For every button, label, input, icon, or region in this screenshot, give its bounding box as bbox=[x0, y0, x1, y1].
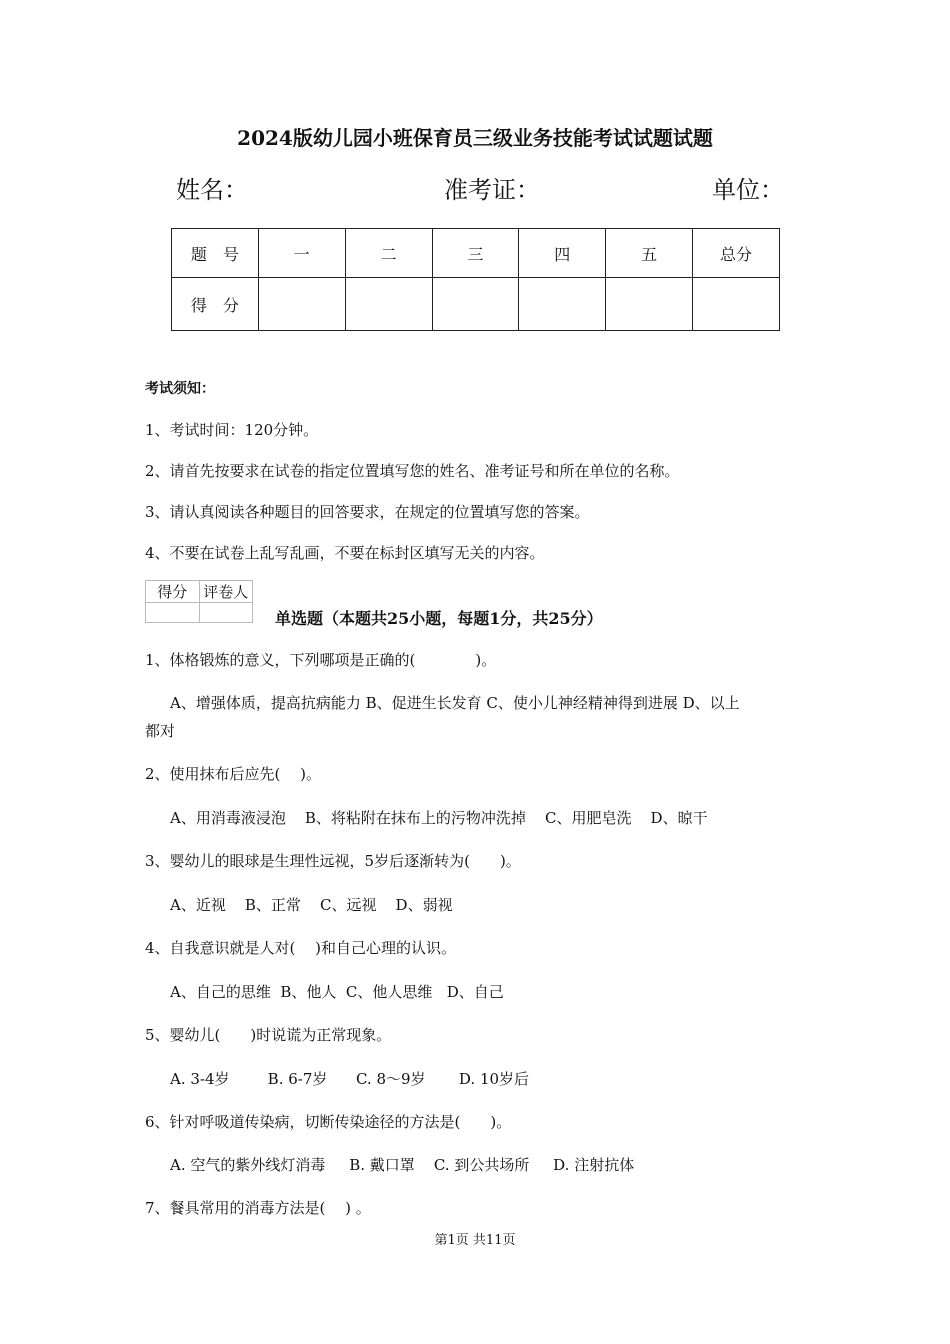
score-header-cell: 二 bbox=[345, 229, 432, 278]
score-header-cell: 总分 bbox=[693, 229, 780, 278]
question-stem: 5、婴幼儿( )时说谎为正常现象。 bbox=[145, 1026, 392, 1044]
question-options: A、增强体质，提高抗病能力 B、促进生长发育 C、使小儿神经精神得到进展 D、以上 bbox=[170, 694, 740, 712]
name-label: 姓名： bbox=[176, 176, 248, 204]
score-row-label: 得 分 bbox=[172, 278, 259, 331]
notice-item: 2、请首先按要求在试卷的指定位置填写您的姓名、准考证号和所在单位的名称。 bbox=[145, 462, 680, 480]
score-cell[interactable] bbox=[693, 278, 780, 331]
score-cell[interactable] bbox=[606, 278, 693, 331]
exam-title: 2024版幼儿园小班保育员三级业务技能考试试题试题 bbox=[237, 126, 713, 150]
notice-item: 4、不要在试卷上乱写乱画，不要在标封区填写无关的内容。 bbox=[145, 544, 545, 562]
score-cell[interactable] bbox=[345, 278, 432, 331]
notice-heading: 考试须知： bbox=[145, 381, 215, 397]
score-cell[interactable] bbox=[519, 278, 606, 331]
question-stem: 3、婴幼儿的眼球是生理性远视，5岁后逐渐转为( )。 bbox=[145, 852, 521, 870]
score-header-cell: 一 bbox=[258, 229, 345, 278]
question-stem: 6、针对呼吸道传染病，切断传染途径的方法是( )。 bbox=[145, 1113, 512, 1131]
score-header-cell: 四 bbox=[519, 229, 606, 278]
score-table-score-row bbox=[172, 278, 780, 331]
score-header-cell: 题 号 bbox=[172, 229, 259, 278]
question-stem: 1、体格锻炼的意义，下列哪项是正确的( )。 bbox=[145, 651, 497, 669]
question-options: A、自己的思维 B、他人 C、他人思维 D、自己 bbox=[170, 983, 504, 1001]
grader-box bbox=[145, 580, 253, 623]
grader-name-label: 评卷人 bbox=[199, 581, 253, 603]
unit-label: 单位： bbox=[712, 176, 784, 204]
question-options: A. 空气的紫外线灯消毒 B. 戴口罩 C. 到公共场所 D. 注射抗体 bbox=[170, 1156, 635, 1174]
question-options: A、近视 B、正常 C、远视 D、弱视 bbox=[170, 896, 453, 914]
score-header-cell: 三 bbox=[432, 229, 519, 278]
score-header-cell: 五 bbox=[606, 229, 693, 278]
question-stem: 2、使用抹布后应先( )。 bbox=[145, 765, 322, 783]
ticket-label: 准考证： bbox=[444, 176, 540, 204]
question-stem: 4、自我意识就是人对( )和自己心理的认识。 bbox=[145, 939, 457, 957]
score-table-header-row bbox=[172, 229, 780, 278]
score-table bbox=[171, 228, 780, 331]
question-options: A. 3-4岁 B. 6-7岁 C. 8～9岁 D. 10岁后 bbox=[170, 1070, 530, 1088]
page-footer: 第1页 共11页 bbox=[434, 1233, 516, 1248]
section-heading: 单选题（本题共25小题，每题1分，共25分） bbox=[275, 609, 603, 628]
question-stem: 7、餐具常用的消毒方法是( ) 。 bbox=[145, 1199, 371, 1217]
grader-score-cell[interactable] bbox=[146, 603, 200, 623]
score-cell[interactable] bbox=[258, 278, 345, 331]
notice-item: 1、考试时间：120分钟。 bbox=[145, 421, 319, 439]
grader-name-cell[interactable] bbox=[199, 603, 253, 623]
grader-score-label: 得分 bbox=[146, 581, 200, 603]
question-options: A、用消毒液浸泡 B、将粘附在抹布上的污物冲洗掉 C、用肥皂洗 D、晾干 bbox=[170, 809, 708, 827]
question-options-continued: 都对 bbox=[145, 722, 176, 740]
score-cell[interactable] bbox=[432, 278, 519, 331]
notice-item: 3、请认真阅读各种题目的回答要求，在规定的位置填写您的答案。 bbox=[145, 503, 590, 521]
